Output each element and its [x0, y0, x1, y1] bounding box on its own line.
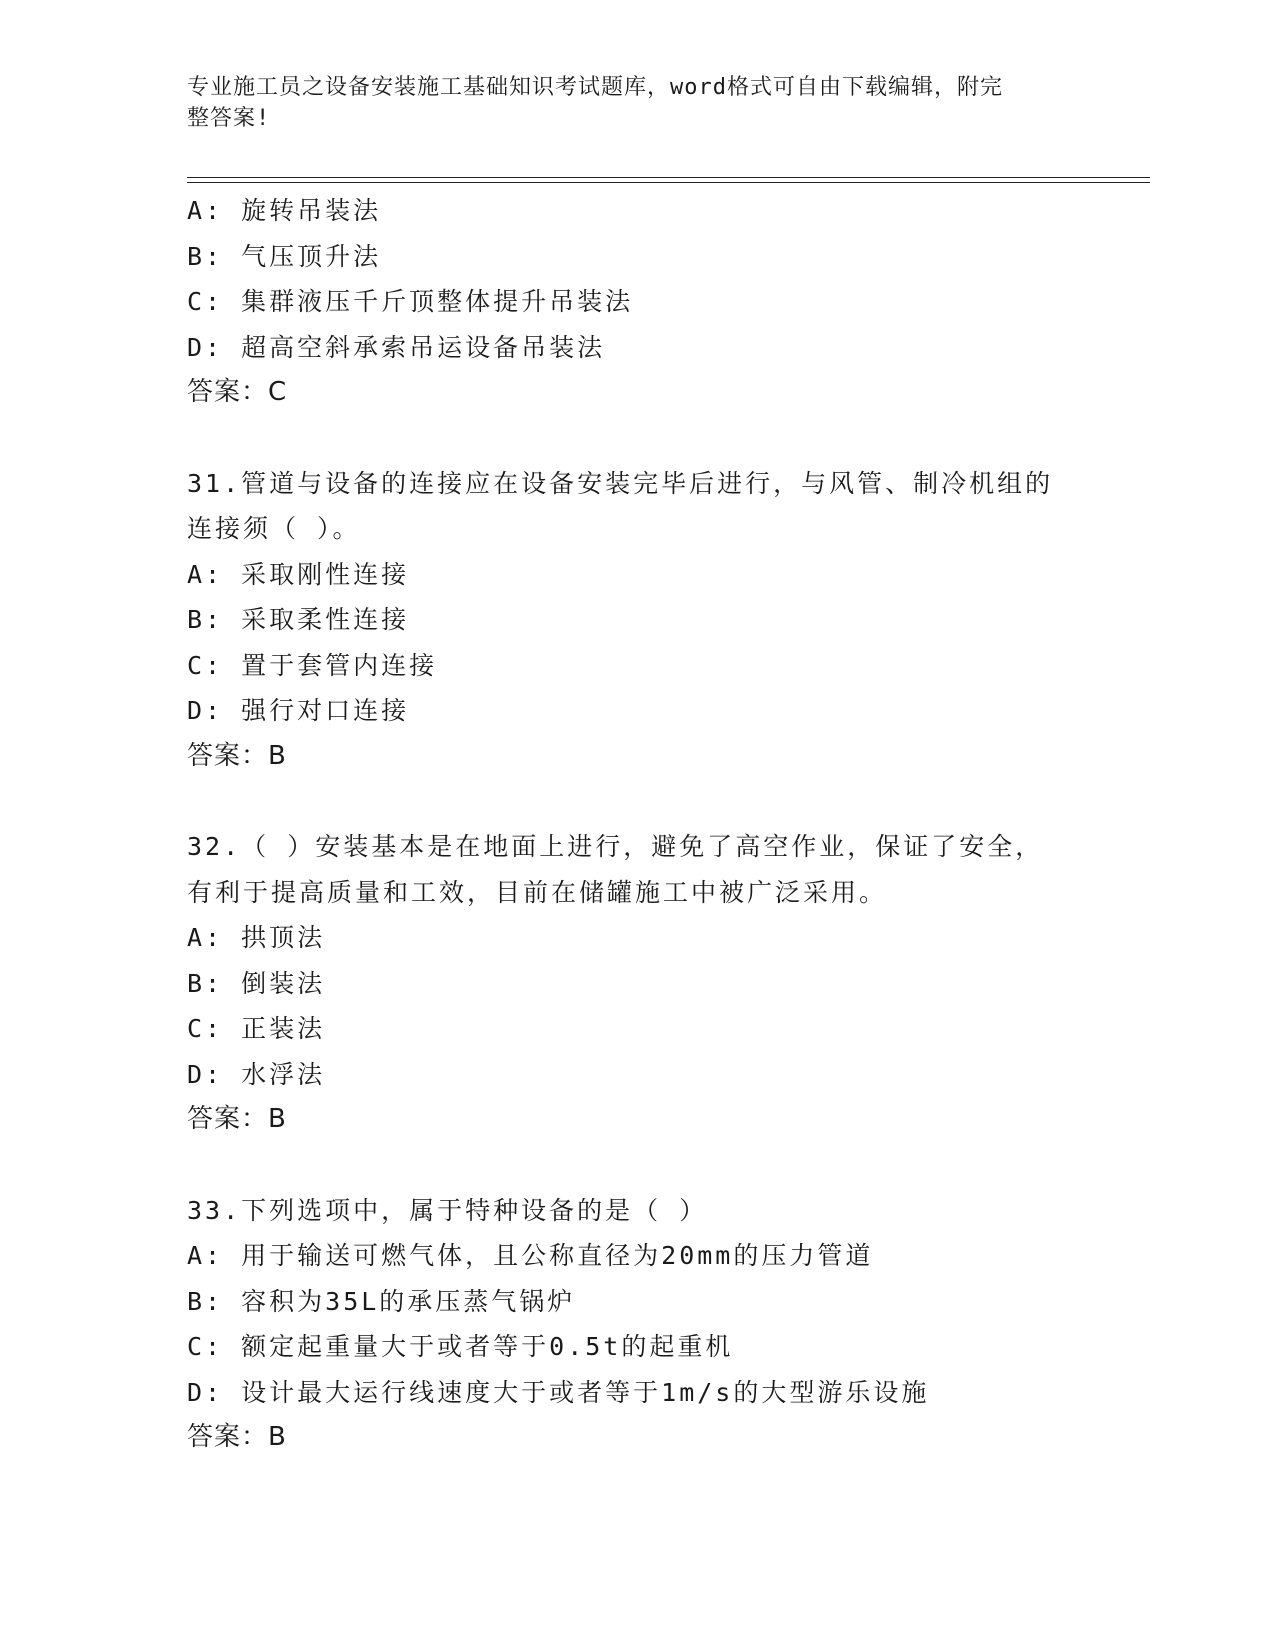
- option-c: C: 置于套管内连接: [187, 650, 438, 680]
- option-d: D: 超高空斜承索吊运设备吊装法: [187, 332, 606, 362]
- question-32: [187, 824, 1087, 1143]
- option-d: D: 设计最大运行线速度大于或者等于1m/s的大型游乐设施: [187, 1377, 930, 1407]
- question-33: [187, 1188, 1087, 1461]
- option-a: A: 用于输送可燃气体，且公称直径为20mm的压力管道: [187, 1241, 874, 1270]
- question-stem-line-1: 33.下列选项中，属于特种设备的是（ ）: [187, 1195, 708, 1225]
- option-b: B: 采取柔性连接: [187, 605, 410, 634]
- answer-line: 答案：B: [187, 740, 287, 771]
- answer-line: 答案：B: [187, 1104, 287, 1134]
- question-stem-line-2: 连接须（ ）。: [187, 514, 361, 543]
- document-header: [187, 72, 1067, 134]
- question-stem-line-1: 32.（ ）安装基本是在地面上进行，避免了高空作业，保证了安全，: [187, 832, 1044, 861]
- option-b: B: 容积为35L的承压蒸气锅炉: [187, 1286, 576, 1316]
- option-a: A: 拱顶法: [187, 923, 326, 952]
- answer-line: 答案：C: [187, 377, 288, 407]
- question-stem-line-1: 31.管道与设备的连接应在设备安装完毕后进行，与风管、制冷机组的: [187, 468, 1054, 498]
- header-line-2: 整答案!: [187, 106, 271, 131]
- option-a: A: 采取刚性连接: [187, 559, 410, 589]
- answer-line: 答案：B: [187, 1422, 287, 1452]
- question-list: [187, 188, 1087, 1461]
- option-d: D: 水浮法: [187, 1059, 326, 1089]
- question-31: [187, 461, 1087, 780]
- option-b: B: 倒装法: [187, 968, 326, 998]
- header-line-1: 专业施工员之设备安装施工基础知识考试题库，word格式可自由下载编辑，附完: [187, 75, 1003, 100]
- header-divider-bottom: [187, 182, 1150, 183]
- option-b: B: 气压顶升法: [187, 241, 382, 271]
- spacer: [187, 779, 1087, 824]
- option-c: C: 集群液压千斤顶整体提升吊装法: [187, 287, 634, 316]
- spacer: [187, 1143, 1087, 1188]
- header-divider-top: [187, 177, 1150, 178]
- question-30: [187, 188, 1087, 416]
- question-stem-line-2: 有利于提高质量和工效，目前在储罐施工中被广泛采用。: [187, 877, 888, 907]
- option-a: A: 旋转吊装法: [187, 196, 382, 225]
- option-c: C: 正装法: [187, 1014, 326, 1043]
- option-d: D: 强行对口连接: [187, 696, 410, 725]
- option-c: C: 额定起重量大于或者等于0.5t的起重机: [187, 1332, 734, 1361]
- spacer: [187, 416, 1087, 461]
